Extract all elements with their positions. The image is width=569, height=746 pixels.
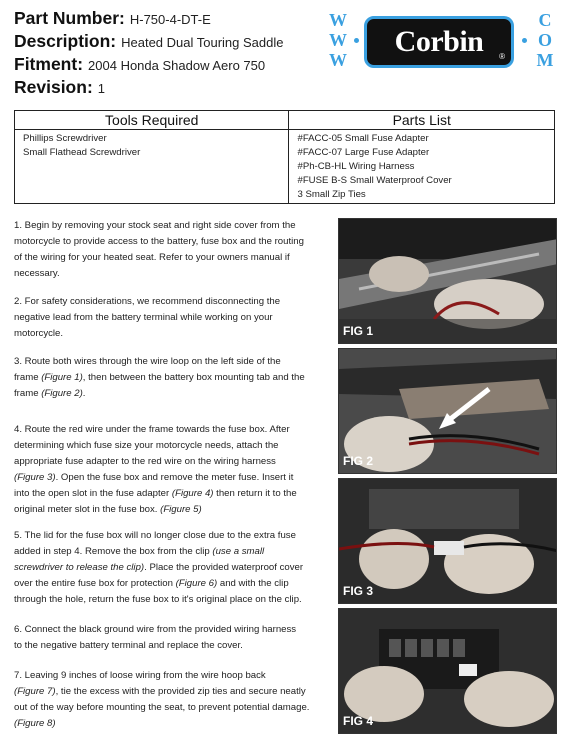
step-text: frame bbox=[14, 388, 42, 399]
step-line bbox=[14, 266, 326, 282]
logo-www-letter: W bbox=[329, 50, 347, 70]
table-header bbox=[15, 111, 554, 130]
figure-label: FIG 1 bbox=[343, 324, 374, 338]
step-text: . Open the fuse box and remove the meter fuse. Insert it bbox=[55, 472, 294, 483]
description-row bbox=[14, 31, 334, 54]
step-reference: (Figure 7) bbox=[14, 686, 56, 697]
step-text: 2. For safety considerations, we recommend disconnecting the bbox=[14, 296, 281, 307]
step-6 bbox=[14, 622, 326, 654]
step-7 bbox=[14, 668, 326, 732]
step-text: then return it to the bbox=[213, 488, 297, 499]
step-text: to the negative battery terminal and replace the cover. bbox=[14, 640, 243, 651]
figure-1 bbox=[338, 218, 557, 344]
step-line bbox=[14, 638, 326, 654]
step-text: out of the way before mounting the seat, to prevent potential damage. bbox=[14, 702, 310, 713]
step-line bbox=[14, 528, 326, 544]
parts-header: Parts List bbox=[392, 112, 451, 128]
logo-www-letter: W bbox=[329, 30, 347, 50]
step-reference: (Figure 3) bbox=[14, 472, 56, 483]
logo-brand: Corbin bbox=[394, 25, 484, 58]
fitment-label: Fitment: bbox=[14, 54, 84, 74]
revision-value: 1 bbox=[97, 81, 106, 96]
description-value: Heated Dual Touring Saddle bbox=[121, 35, 284, 50]
fitment-value: 2004 Honda Shadow Aero 750 bbox=[88, 58, 266, 73]
step-text: 5. The lid for the fuse box will no longer close due to the extra fuse bbox=[14, 530, 296, 541]
step-text: , tie the excess with the provided zip ties and secure neatly bbox=[55, 686, 306, 697]
fitment-row bbox=[14, 54, 334, 77]
logo-www-letter: W bbox=[329, 10, 347, 30]
step-line bbox=[14, 700, 326, 716]
part-item: #Ph-CB-HL Wiring Harness bbox=[297, 161, 415, 172]
step-line bbox=[14, 386, 326, 402]
logo-com-letter: M bbox=[536, 50, 554, 70]
step-reference: (Figure 2) bbox=[41, 388, 83, 399]
logo-com bbox=[532, 10, 558, 70]
part-number-label: Part Number: bbox=[14, 8, 125, 28]
step-text: over the entire fuse box for protection bbox=[14, 578, 176, 589]
step-text: . bbox=[82, 388, 86, 399]
table-body bbox=[15, 130, 554, 203]
step-3 bbox=[14, 354, 326, 402]
step-line bbox=[14, 716, 326, 732]
step-2 bbox=[14, 294, 326, 342]
step-line bbox=[14, 234, 326, 250]
step-reference: (Figure 1) bbox=[41, 372, 83, 383]
step-text: motorcycle to provide access to the battery, fuse box and the routing bbox=[14, 236, 304, 247]
part-item: #FACC-05 Small Fuse Adapter bbox=[297, 133, 429, 144]
step-text: motorcycle. bbox=[14, 328, 64, 339]
step-text: necessary. bbox=[14, 268, 60, 279]
part-number-value: H-750-4-DT-E bbox=[129, 12, 211, 27]
figure-4 bbox=[338, 608, 557, 734]
logo-badge bbox=[364, 16, 514, 68]
step-reference: screwdriver to release the clip) bbox=[14, 562, 145, 573]
step-line bbox=[14, 544, 326, 560]
step-text: 3. Route both wires through the wire loop on the left side of the bbox=[14, 356, 281, 367]
step-line bbox=[14, 684, 326, 700]
step-line bbox=[14, 354, 326, 370]
logo-com-letter: C bbox=[538, 10, 552, 30]
step-text: 7. Leaving 9 inches of loose wiring from the wire hoop back bbox=[14, 670, 266, 681]
step-reference: (use a small bbox=[212, 546, 265, 557]
step-reference: (Figure 6) bbox=[175, 578, 218, 589]
step-reference: (Figure 4) bbox=[171, 488, 214, 499]
revision-row bbox=[14, 77, 334, 100]
step-text: determining which fuse size your motorcycle needs, attach the bbox=[14, 440, 279, 451]
step-text: . Place the provided waterproof cover bbox=[144, 562, 304, 573]
step-line bbox=[14, 502, 326, 518]
tool-item: Phillips Screwdriver bbox=[23, 133, 107, 144]
step-line bbox=[14, 218, 326, 234]
logo-registered-mark: ® bbox=[499, 52, 505, 61]
description-label: Description: bbox=[14, 31, 117, 51]
part-number-row bbox=[14, 8, 334, 31]
tools-list bbox=[15, 130, 289, 203]
step-line bbox=[14, 422, 326, 438]
step-reference: (Figure 5) bbox=[160, 504, 202, 515]
revision-label: Revision: bbox=[14, 77, 93, 97]
step-5 bbox=[14, 528, 326, 608]
figure-label: FIG 3 bbox=[343, 584, 374, 598]
step-text: of the wiring for your heated seat. Refer to your owners manual if bbox=[14, 252, 290, 263]
step-line bbox=[14, 668, 326, 684]
step-line bbox=[14, 560, 326, 576]
part-item: 3 Small Zip Ties bbox=[297, 189, 366, 200]
step-text: 4. Route the red wire under the frame towards the fuse box. After bbox=[14, 424, 290, 435]
step-text: into the open slot in the fuse adapter bbox=[14, 488, 172, 499]
step-line bbox=[14, 250, 326, 266]
step-line bbox=[14, 622, 326, 638]
document-header bbox=[14, 8, 334, 100]
step-text: 1. Begin by removing your stock seat and right side cover from the bbox=[14, 220, 296, 231]
step-line bbox=[14, 576, 326, 592]
step-text: appropriate fuse adapter to the red wire on the wiring harness bbox=[14, 456, 276, 467]
step-text: negative lead from the battery terminal while working on your bbox=[14, 312, 273, 323]
corbin-logo bbox=[328, 10, 558, 72]
logo-dot-left bbox=[354, 38, 359, 43]
figure-2 bbox=[338, 348, 557, 474]
step-text: original meter slot in the fuse box. bbox=[14, 504, 161, 515]
step-line bbox=[14, 294, 326, 310]
step-line bbox=[14, 486, 326, 502]
step-text: added in step 4. Remove the box from the clip bbox=[14, 546, 213, 557]
tool-item: Small Flathead Screwdriver bbox=[23, 147, 141, 158]
step-line bbox=[14, 370, 326, 386]
tools-parts-table bbox=[14, 110, 555, 204]
step-4 bbox=[14, 422, 326, 518]
logo-com-letter: O bbox=[537, 30, 552, 50]
step-line bbox=[14, 326, 326, 342]
step-text: 6. Connect the black ground wire from the provided wiring harness bbox=[14, 624, 297, 635]
step-line bbox=[14, 454, 326, 470]
parts-list bbox=[289, 130, 554, 203]
logo-dot-right bbox=[522, 38, 527, 43]
step-1 bbox=[14, 218, 326, 282]
step-line bbox=[14, 310, 326, 326]
step-text: , then between the battery box mounting tab and the bbox=[82, 372, 305, 383]
step-reference: (Figure 8) bbox=[14, 718, 56, 729]
step-text: through the hole, return the fuse box to it's original place on the clip. bbox=[14, 594, 302, 605]
part-item: #FUSE B-S Small Waterproof Cover bbox=[297, 175, 452, 186]
step-text: frame bbox=[14, 372, 42, 383]
step-text: and with the clip bbox=[217, 578, 289, 589]
figure-3 bbox=[338, 478, 557, 604]
logo-www bbox=[328, 10, 348, 70]
figure-label: FIG 2 bbox=[343, 454, 374, 468]
step-line bbox=[14, 470, 326, 486]
step-line bbox=[14, 438, 326, 454]
step-line bbox=[14, 592, 326, 608]
part-item: #FACC-07 Large Fuse Adapter bbox=[297, 147, 430, 158]
tools-header: Tools Required bbox=[15, 111, 289, 129]
figure-label: FIG 4 bbox=[343, 714, 374, 728]
